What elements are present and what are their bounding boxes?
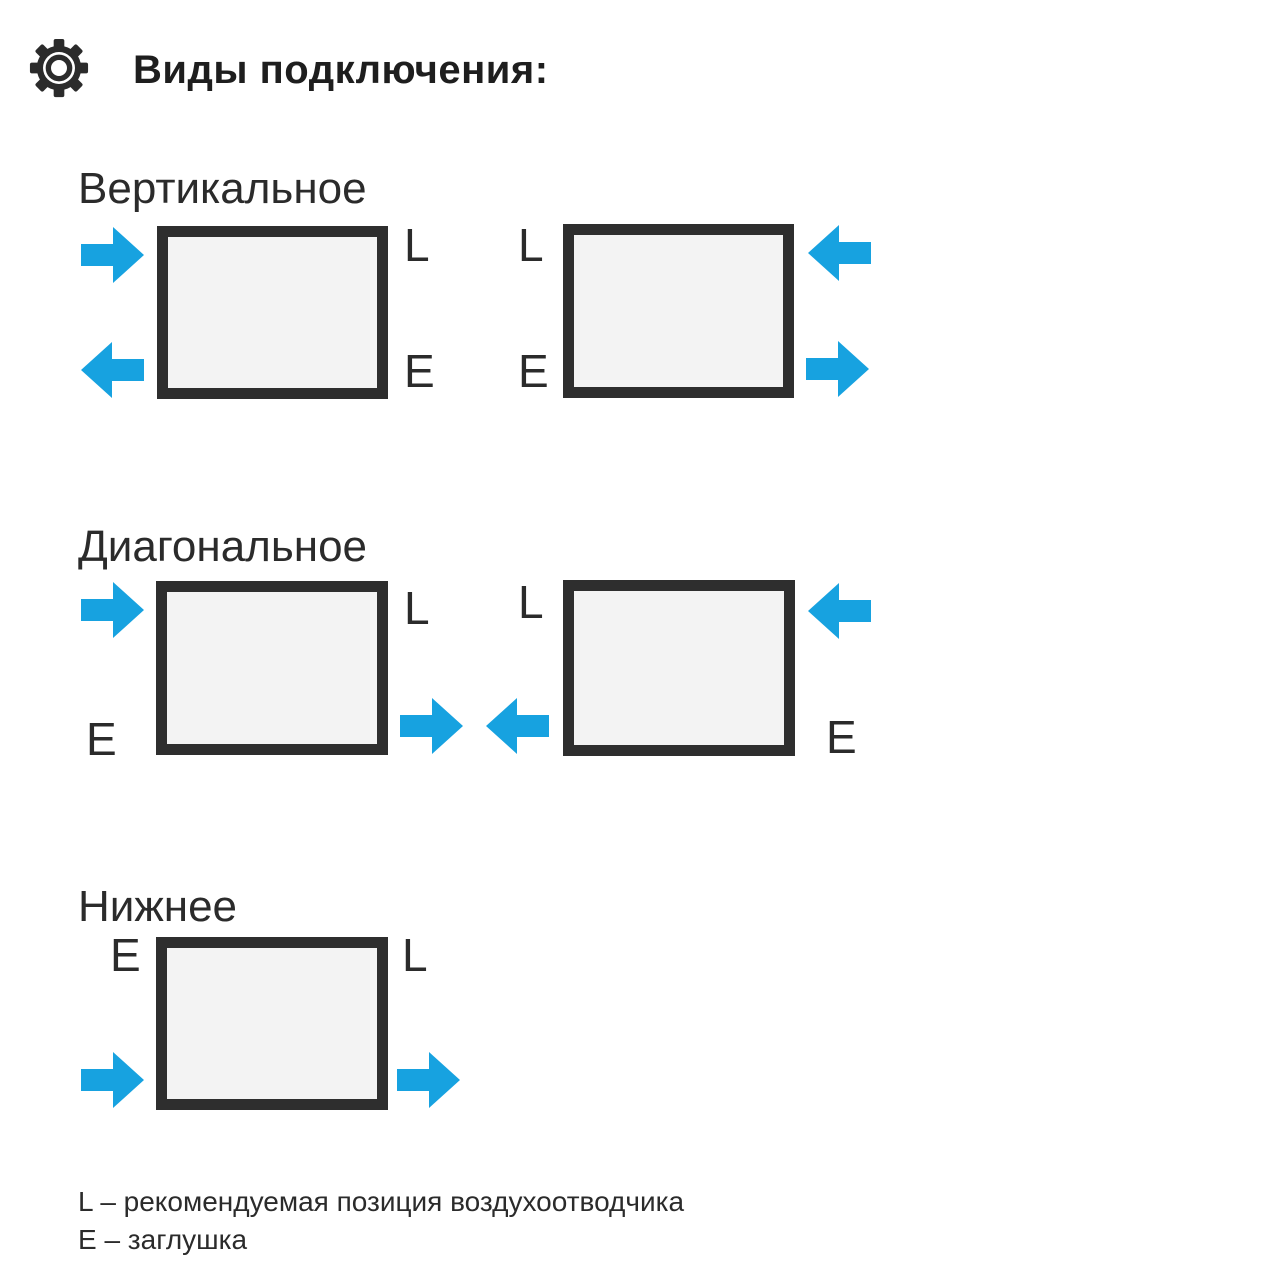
- port-label-e: E: [518, 345, 549, 397]
- flow-arrow-right-icon: [81, 582, 144, 638]
- flow-arrow-right-icon: [397, 1052, 460, 1108]
- flow-arrow-left-icon: [81, 342, 144, 398]
- port-label-l: L: [518, 219, 544, 271]
- flow-arrow-right-icon: [400, 698, 463, 754]
- legend-line-vent: L – рекомендуемая позиция воздухоотводчика: [78, 1186, 685, 1217]
- port-label-l: L: [404, 582, 430, 634]
- radiator-frame: [156, 937, 388, 1110]
- legend-line-plug: E – заглушка: [78, 1224, 248, 1255]
- gear-icon: [28, 37, 90, 99]
- port-label-l: L: [404, 219, 430, 271]
- radiator-frame: [563, 224, 794, 398]
- port-label-l: L: [518, 576, 544, 628]
- flow-arrow-right-icon: [81, 227, 144, 283]
- port-label-e: E: [110, 929, 141, 981]
- flow-arrow-left-icon: [808, 583, 871, 639]
- flow-arrow-left-icon: [486, 698, 549, 754]
- radiator-frame: [563, 580, 795, 756]
- section-label-vertical: Вертикальное: [78, 164, 367, 213]
- port-label-e: E: [86, 713, 117, 765]
- port-label-l: L: [402, 929, 428, 981]
- section-label-diagonal: Диагональное: [78, 522, 368, 571]
- page-title: Виды подключения:: [133, 48, 549, 92]
- port-label-e: E: [826, 711, 857, 763]
- flow-arrow-right-icon: [81, 1052, 144, 1108]
- flow-arrow-right-icon: [806, 341, 869, 397]
- flow-arrow-left-icon: [808, 225, 871, 281]
- radiator-frame: [157, 226, 388, 399]
- section-label-bottom: Нижнее: [78, 882, 238, 931]
- port-label-e: E: [404, 345, 435, 397]
- radiator-frame: [156, 581, 388, 755]
